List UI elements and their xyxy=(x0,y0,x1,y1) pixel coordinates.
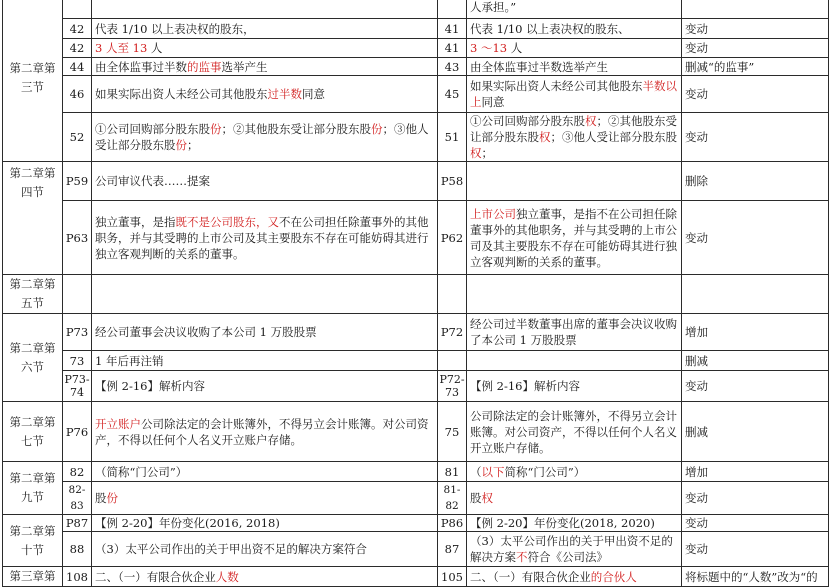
new-text: （3）太平公司作出的关于甲出资不足的解决方案不符合《公司法》 xyxy=(467,532,682,567)
change-type: 变动 xyxy=(682,532,829,567)
chapter-cell: 第三章第 xyxy=(3,567,63,587)
old-page: 42 xyxy=(63,19,92,39)
table-row xyxy=(3,515,829,532)
old-page: 46 xyxy=(63,76,92,113)
old-text: 经公司董事会决议收购了本公司 1 万股股票 xyxy=(92,314,438,351)
change-type: 变动 xyxy=(682,201,829,275)
old-page: 73 xyxy=(63,351,92,371)
chapter-cell: 第二章第六节 xyxy=(3,314,63,402)
old-text: 3 人至 13 人 xyxy=(92,39,438,58)
new-text: 上市公司独立董事，是指不在公司担任除董事外的其他职务，并与其受聘的上市公司及其主要股东不存在可能妨碍其进行独立客观判断的关系的董事。 xyxy=(467,201,682,275)
old-text: 公司审议代表……提案 xyxy=(92,162,438,201)
new-text: 代表 1/10 以上表决权的股东、 xyxy=(467,19,682,39)
new-page: P72-73 xyxy=(438,371,467,402)
old-page: P63 xyxy=(63,201,92,275)
new-text: 由全体监事过半数选举产生 xyxy=(467,58,682,76)
change-type: 变动 xyxy=(682,371,829,402)
table-row xyxy=(3,275,829,314)
change-type: 变动 xyxy=(682,39,829,58)
new-page: 75 xyxy=(438,402,467,462)
old-text: 独立董事，是指既不是公司股东，又不在公司担任除董事外的其他职务，并与其受聘的上市公司及其主要股东不存在可能妨碍其进行独立客观判断的关系的董事。 xyxy=(92,201,438,275)
new-text: ①公司回购部分股东股权；②其他股东受让部分股东股权；③他人受让部分股东股权； xyxy=(467,113,682,162)
chapter-cell: 第二章第十节 xyxy=(3,515,63,567)
chapter-cell: 第二章第五节 xyxy=(3,275,63,314)
old-text: 股份 xyxy=(92,482,438,515)
new-text: 如果实际出资人未经公司其他股东半数以上同意 xyxy=(467,76,682,113)
new-page: 81 xyxy=(438,462,467,482)
old-text: 由全体监事过半数的监事选举产生 xyxy=(92,58,438,76)
new-page: P86 xyxy=(438,515,467,532)
change-type: 增加 xyxy=(682,462,829,482)
table-row xyxy=(3,371,829,402)
table-row xyxy=(3,314,829,351)
new-page: P72 xyxy=(438,314,467,351)
new-text: 【例 2-16】解析内容 xyxy=(467,371,682,402)
new-text: 股权 xyxy=(467,482,682,515)
new-text: 3 ～13 人 xyxy=(467,39,682,58)
comparison-table xyxy=(2,0,829,587)
chapter-cell: 第二章第九节 xyxy=(3,462,63,515)
table-row xyxy=(3,351,829,371)
change-type: 增加 xyxy=(682,314,829,351)
table-row xyxy=(3,532,829,567)
new-page: 41 xyxy=(438,19,467,39)
new-text: 二、（一）有限合伙企业的合伙人 xyxy=(467,567,682,587)
change-type: 删减 xyxy=(682,402,829,462)
change-type: 变动 xyxy=(682,515,829,532)
change-type: 删除 xyxy=(682,162,829,201)
change-type: 变动 xyxy=(682,19,829,39)
chapter-cell: 第二章第四节 xyxy=(3,162,63,275)
change-type: 将标题中的“人数”改为“的 xyxy=(682,567,829,587)
change-type: 变动 xyxy=(682,113,829,162)
old-page: 82 xyxy=(63,462,92,482)
new-page: 87 xyxy=(438,532,467,567)
new-page: P58 xyxy=(438,162,467,201)
old-page: P76 xyxy=(63,402,92,462)
new-page: P62 xyxy=(438,201,467,275)
old-page: 88 xyxy=(63,532,92,567)
change-type: 变动 xyxy=(682,76,829,113)
old-page: P59 xyxy=(63,162,92,201)
old-page: P73 xyxy=(63,314,92,351)
old-text: 【例 2-16】解析内容 xyxy=(92,371,438,402)
new-text: 【例 2-20】年份变化(2018, 2020) xyxy=(467,515,682,532)
old-page: 82-83 xyxy=(63,482,92,515)
table-row xyxy=(3,39,829,58)
new-page: 41 xyxy=(438,39,467,58)
old-text: 二、（一）有限合伙企业人数 xyxy=(92,567,438,587)
old-text: ①公司回购部分股东股份；②其他股东受让部分股东股份；③他人受让部分股东股份； xyxy=(92,113,438,162)
old-page: 52 xyxy=(63,113,92,162)
table-row xyxy=(3,113,829,162)
old-text: 1 年后再注销 xyxy=(92,351,438,371)
change-type: 删减“的监事” xyxy=(682,58,829,76)
chapter-cell: 第二章第三节 xyxy=(3,0,63,162)
table-row xyxy=(3,19,829,39)
old-page: P73-74 xyxy=(63,371,92,402)
table-row xyxy=(3,482,829,515)
new-text: 人承担。” xyxy=(467,0,682,19)
new-page: 105 xyxy=(438,567,467,587)
new-text: 公司除法定的会计账簿外，不得另立会计账簿。对公司资产，不得以任何个人名义开立账户存储。 xyxy=(467,402,682,462)
old-text: 开立账户公司除法定的会计账簿外，不得另立会计账簿。对公司资产，不得以任何个人名义开立账户存储。 xyxy=(92,402,438,462)
old-text: （3）太平公司作出的关于甲出资不足的解决方案符合 xyxy=(92,532,438,567)
table-row xyxy=(3,402,829,462)
new-page: 43 xyxy=(438,58,467,76)
new-text: （以下简称“门公司”） xyxy=(467,462,682,482)
old-text: 【例 2-20】年份变化(2016, 2018) xyxy=(92,515,438,532)
table-row xyxy=(3,76,829,113)
new-page: 45 xyxy=(438,76,467,113)
table-row xyxy=(3,0,829,19)
old-page: 108 xyxy=(63,567,92,587)
table-row xyxy=(3,58,829,76)
new-page: 51 xyxy=(438,113,467,162)
change-type: 删减 xyxy=(682,351,829,371)
change-type: 变动 xyxy=(682,482,829,515)
new-page: 81-82 xyxy=(438,482,467,515)
table-row xyxy=(3,162,829,201)
old-text: （简称“门公司”） xyxy=(92,462,438,482)
chapter-cell: 第二章第七节 xyxy=(3,402,63,462)
old-page: 42 xyxy=(63,39,92,58)
old-text: 如果实际出资人未经公司其他股东过半数同意 xyxy=(92,76,438,113)
table-row xyxy=(3,201,829,275)
old-text: 代表 1/10 以上表决权的股东， xyxy=(92,19,438,39)
table-row xyxy=(3,567,829,587)
new-text: 经公司过半数董事出席的董事会决议收购了本公司 1 万股股票 xyxy=(467,314,682,351)
table-row xyxy=(3,462,829,482)
old-page: P87 xyxy=(63,515,92,532)
old-page: 44 xyxy=(63,58,92,76)
